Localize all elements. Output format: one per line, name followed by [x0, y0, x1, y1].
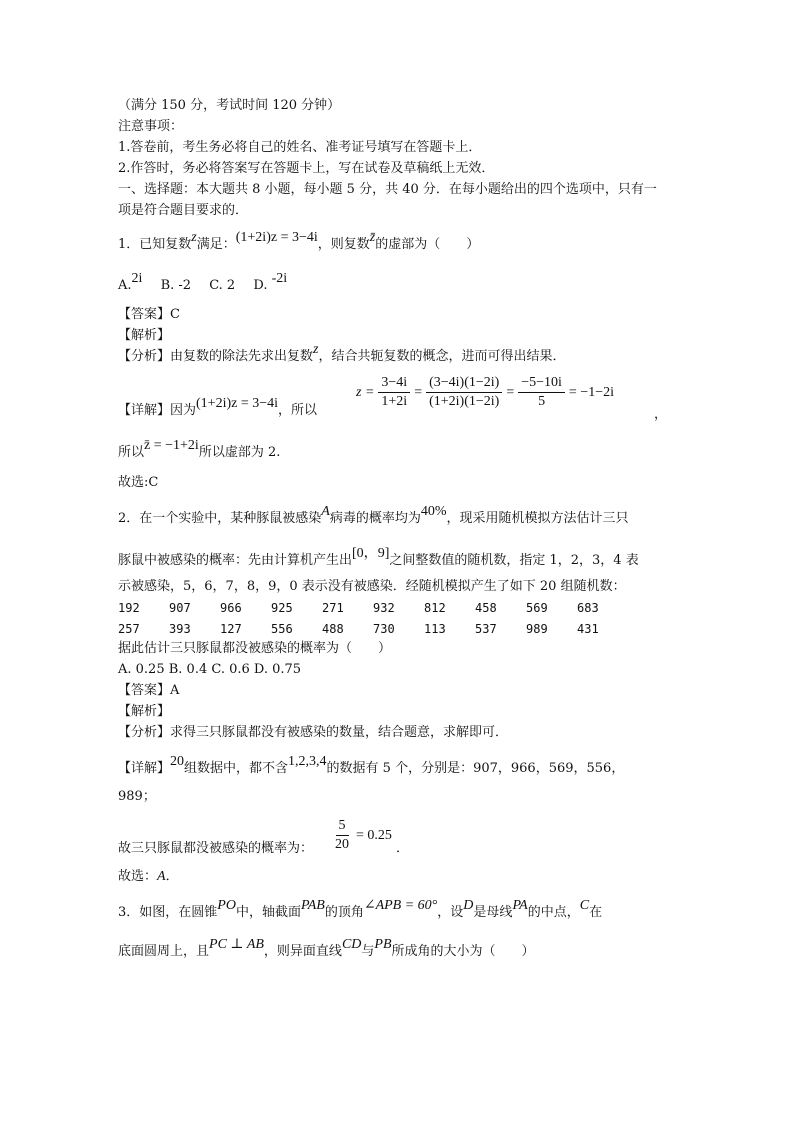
- q2-random-numbers: [118, 599, 628, 638]
- q2-prob-equation: $\frac{5}{20}$ = 0.25: [335, 818, 392, 852]
- q1-detail-comma: ，: [654, 407, 668, 422]
- q2-prob-end: ．: [396, 841, 410, 856]
- note-1: 1.答卷前，考生务必将自己的姓名、准考证号填写在答题卡上．: [118, 140, 482, 155]
- q2-stem-3: 示被感染，5，6，7，8，9，0 表示没有被感染．经随机模拟产生了如下 20 组随机数：: [118, 579, 626, 594]
- q1-analysis-title: 【解析】: [118, 328, 171, 343]
- q2-pick: 故选：A．: [118, 869, 179, 884]
- q1-pick: 故选:C: [118, 475, 159, 490]
- random-number-table: [118, 599, 628, 638]
- q3-stem-2: 底面圆周上，且PC ⊥ AB，则异面直线CD与PB所成角的大小为（ ）: [118, 937, 535, 959]
- q2-question: 据此估计三只豚鼠都没被感染的概率为（ ）: [118, 641, 392, 656]
- section-intro-1: 一、选择题：本大题共 8 小题，每小题 5 分，共 40 分．在每小题给出的四个选项中，只有一: [118, 182, 657, 197]
- q1-stem: 1．已知复数z满足：(1+2i)z = 3−4i，则复数z̄的虚部为（ ）: [118, 230, 480, 252]
- q1-answer: 【答案】C: [118, 307, 180, 322]
- q2-detail-cont: 989；: [118, 789, 156, 804]
- q2-stem-1: 2．在一个实验中，某种豚鼠被感染A病毒的概率均为40%，现采用随机模拟方法估计三只: [118, 504, 629, 526]
- q3-stem-1: 3．如图，在圆锥PO中，轴截面PAB的顶角∠APB = 60°，设D是母线PA的中点，C在: [118, 898, 603, 920]
- q2-options: A. 0.25 B. 0.4 C. 0.6 D. 0.75: [118, 662, 302, 677]
- q1-options: A.2i B. -2 C. 2 D. -2i: [118, 271, 288, 293]
- notes-title: 注意事项：: [118, 119, 184, 134]
- q1-division-equation: z = $\frac{3-4i}{1+2i}$ = $\frac{(3-4i)(1-2i)}{(1+2i)(1-2i)}$ = $\frac{-5-10i}{5}$ = −1−2i: [356, 375, 614, 409]
- q1-analysis: 【分析】由复数的除法先求出复数z，结合共轭复数的概念，进而可得出结果．: [118, 342, 566, 364]
- table-row: 257 393 127 556 488 730 113 537 989 431: [118, 622, 599, 636]
- section-intro-2: 项是符合题目要求的．: [118, 203, 249, 218]
- score-note: （满分 150 分，考试时间 120 分钟）: [118, 98, 341, 113]
- q2-analysis: 【分析】求得三只豚鼠都没有被感染的数量，结合题意，求解即可．: [118, 725, 509, 740]
- q1-conclusion: 所以z̄ = −1+2i所以虚部为 2.: [118, 438, 281, 460]
- q1-detail-lead: 【详解】因为(1+2i)z = 3−4i，所以: [118, 396, 318, 418]
- table-row: 192 907 966 925 271 932 812 458 569 683: [118, 601, 599, 615]
- q2-answer: 【答案】A: [118, 683, 180, 698]
- q2-stem-2: 豚鼠中被感染的概率：先由计算机产生出[0，9]之间整数值的随机数，指定 1，2，3，4 表: [118, 546, 639, 568]
- q2-detail: 【详解】20组数据中，都不含1,2,3,4的数据有 5 个，分别是：907，966，569，556，: [118, 754, 625, 776]
- q2-prob-text: 故三只豚鼠都没被感染的概率为：: [118, 841, 314, 856]
- q2-analysis-title: 【解析】: [118, 704, 171, 719]
- note-2: 2.作答时，务必将答案写在答题卡上，写在试卷及草稿纸上无效．: [118, 161, 495, 176]
